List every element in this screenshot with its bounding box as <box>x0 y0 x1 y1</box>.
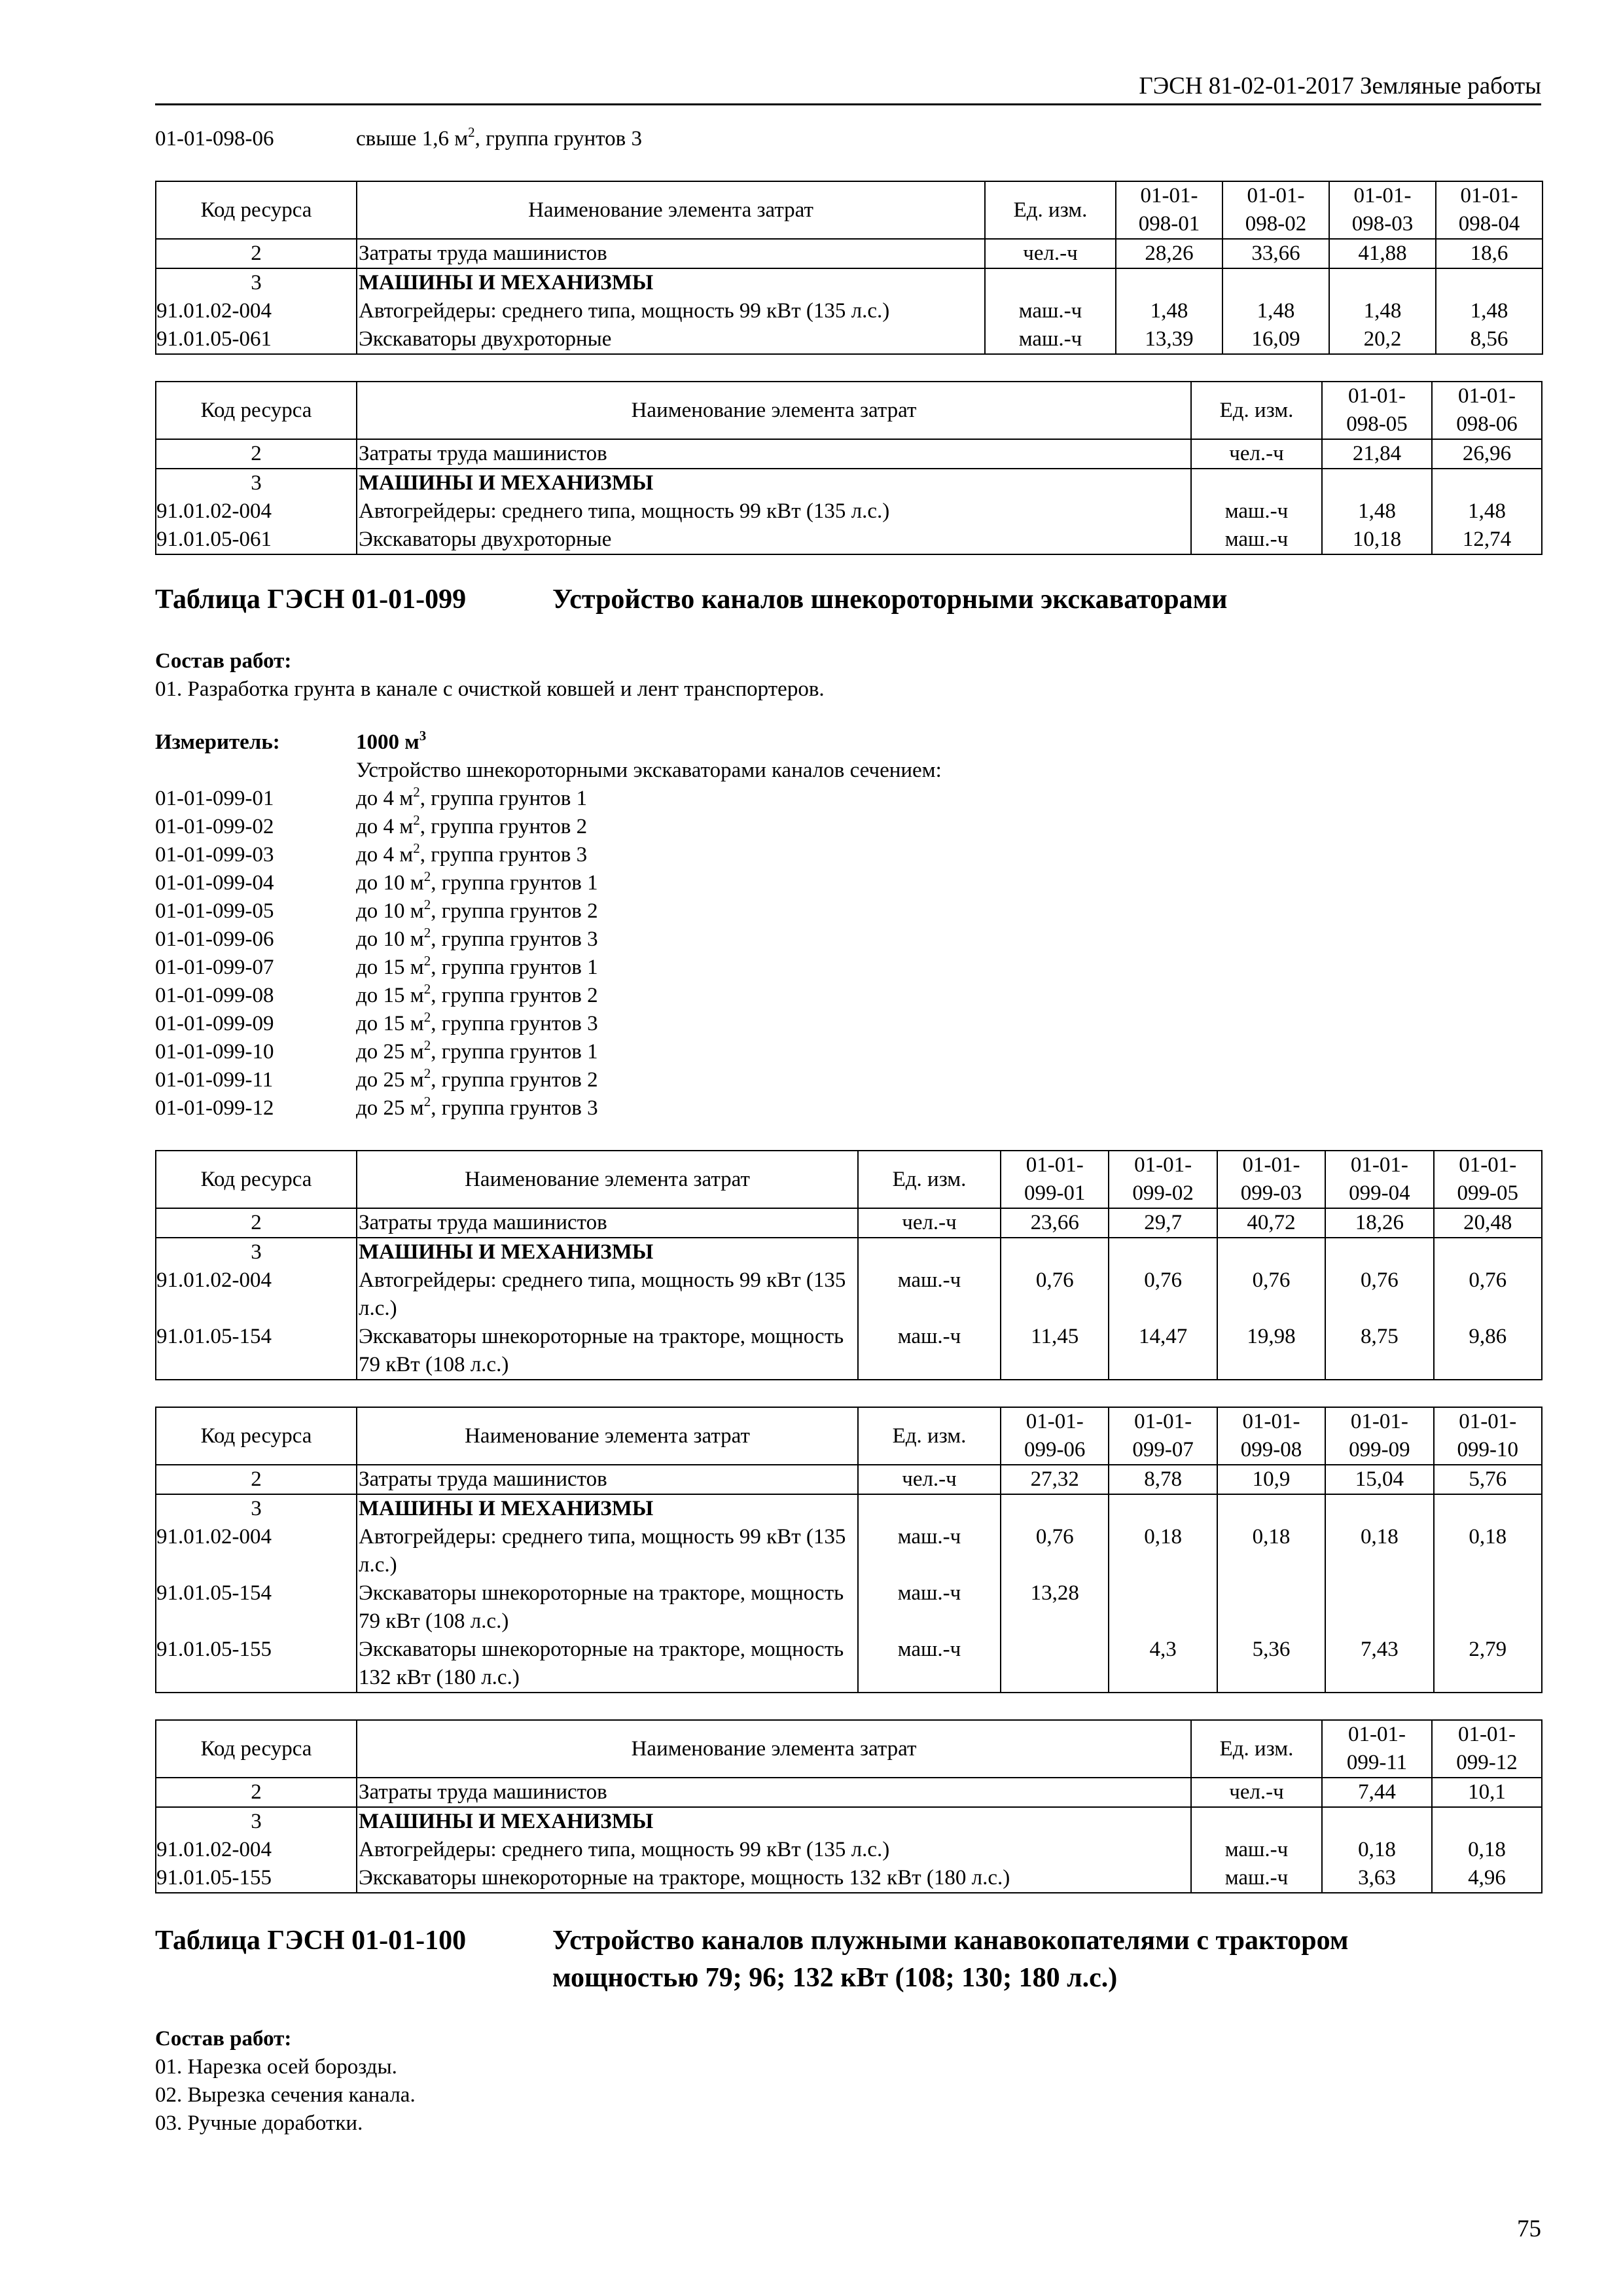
section-title-099 <box>155 581 1541 619</box>
table-row <box>156 1208 1542 1238</box>
cell-value <box>1432 469 1542 497</box>
variant-code: 01-01-099-07 <box>155 956 274 980</box>
resource-table <box>155 1407 1543 1693</box>
variants-intro: Устройство шнекороторными экскаваторами каналов сечением: <box>356 759 942 783</box>
cell-value: 10,18 <box>1322 526 1432 554</box>
cell-unit: чел.-ч <box>858 1465 1001 1494</box>
table-row <box>156 439 1542 469</box>
cell-value: 27,32 <box>1001 1465 1109 1494</box>
variant-code: 01-01-099-04 <box>155 871 274 895</box>
cell-value <box>1217 1238 1325 1266</box>
works-item: 01. Нарезка осей борозды. <box>155 2055 397 2079</box>
cell-value <box>1001 1636 1109 1693</box>
cell-value <box>1329 268 1436 297</box>
cell-unit: маш.-ч <box>985 325 1116 354</box>
cell-value: 40,72 <box>1217 1208 1325 1238</box>
cell-value: 0,18 <box>1217 1523 1325 1579</box>
cell-value: 8,56 <box>1436 325 1543 354</box>
variant-item <box>155 869 1541 897</box>
col-header-variant: 01-01- 098-06 <box>1432 382 1542 439</box>
col-header-unit: Ед. изм. <box>1191 382 1322 439</box>
col-header-name: Наименование элемента затрат <box>357 181 985 239</box>
cell-value: 1,48 <box>1436 297 1543 325</box>
cell-unit: чел.-ч <box>1191 439 1322 469</box>
resource-table <box>155 181 1543 355</box>
cell-code: 2 <box>156 1778 357 1807</box>
col-header-variant: 01-01- 099-07 <box>1109 1407 1217 1465</box>
cell-unit: чел.-ч <box>858 1208 1001 1238</box>
cell-value: 1,48 <box>1322 497 1432 526</box>
cell-unit: маш.-ч <box>858 1579 1001 1636</box>
table-row <box>156 1465 1542 1494</box>
cell-unit <box>985 268 1116 297</box>
cell-name: Автогрейдеры: среднего типа, мощность 99 кВт (135 л.с.) <box>357 297 985 325</box>
variant-item <box>155 1094 1541 1122</box>
cell-value: 14,47 <box>1109 1323 1217 1380</box>
resource-table-099-a <box>155 1150 1541 1380</box>
measure-value: 1000 $м^3$ <box>356 728 427 755</box>
col-header-variant: 01-01- 098-03 <box>1329 181 1436 239</box>
cell-value <box>1109 1579 1217 1636</box>
cell-value: 0,76 <box>1109 1266 1217 1323</box>
cell-name: Автогрейдеры: среднего типа, мощность 99 кВт (135 л.с.) <box>357 1523 858 1579</box>
cell-value: 4,96 <box>1432 1864 1542 1893</box>
cell-name: МАШИНЫ И МЕХАНИЗМЫ <box>357 1494 858 1523</box>
table-row <box>156 1636 1542 1693</box>
cell-value: 8,75 <box>1325 1323 1433 1380</box>
cell-value: 0,76 <box>1325 1266 1433 1323</box>
cell-code: 3 <box>156 1238 357 1266</box>
cell-code: 3 <box>156 469 357 497</box>
table-row <box>156 526 1542 554</box>
cell-value: 0,18 <box>1325 1523 1433 1579</box>
cell-code: 2 <box>156 239 357 268</box>
cell-name: Затраты труда машинистов <box>357 1465 858 1494</box>
cell-value <box>1325 1494 1433 1523</box>
cell-code: 3 <box>156 268 357 297</box>
col-header-code: Код ресурса <box>156 382 357 439</box>
variant-text: до 10 $м^2$, группа грунтов 2 <box>356 897 598 924</box>
col-header-code: Код ресурса <box>156 1720 357 1778</box>
cell-value: 7,44 <box>1322 1778 1432 1807</box>
cell-name: МАШИНЫ И МЕХАНИЗМЫ <box>357 1807 1191 1836</box>
table-row <box>156 497 1542 526</box>
variant-text: до 10 $м^2$, группа грунтов 3 <box>356 925 598 952</box>
works-item: 01. Разработка грунта в канале с очисткой ковшей и лент транспортеров. <box>155 677 825 702</box>
cell-name: Затраты труда машинистов <box>357 439 1191 469</box>
variant-item <box>155 1010 1541 1038</box>
variant-code: 01-01-099-01 <box>155 787 274 811</box>
cell-name: Экскаваторы шнекороторные на тракторе, мощность 132 кВт (180 л.с.) <box>357 1864 1191 1893</box>
cell-name: Экскаваторы шнекороторные на тракторе, мощность 79 кВт (108 л.с.) <box>357 1323 858 1380</box>
table-row <box>156 1323 1542 1380</box>
top-variant <box>155 125 1541 153</box>
cell-name: Автогрейдеры: среднего типа, мощность 99 кВт (135 л.с.) <box>357 497 1191 526</box>
cell-value: 5,76 <box>1434 1465 1542 1494</box>
cell-value <box>1109 1494 1217 1523</box>
cell-value <box>1217 1494 1325 1523</box>
measure-block-099 <box>155 728 1541 1122</box>
cell-value: 2,79 <box>1434 1636 1542 1693</box>
col-header-variant: 01-01- 099-08 <box>1217 1407 1325 1465</box>
table-row <box>156 1523 1542 1579</box>
table-row <box>156 1494 1542 1523</box>
cell-code: 91.01.05-061 <box>156 526 357 554</box>
cell-value: 0,76 <box>1434 1266 1542 1323</box>
cell-value: 10,9 <box>1217 1465 1325 1494</box>
resource-table <box>155 1719 1543 1893</box>
cell-value: 1,48 <box>1432 497 1542 526</box>
cell-name: Затраты труда машинистов <box>357 1208 858 1238</box>
table-header-row <box>156 1407 1542 1465</box>
cell-code: 3 <box>156 1494 357 1523</box>
page <box>155 72 1541 2138</box>
cell-value <box>1001 1238 1109 1266</box>
cell-value: 15,04 <box>1325 1465 1433 1494</box>
cell-code: 91.01.02-004 <box>156 297 357 325</box>
variant-item <box>155 1038 1541 1066</box>
section-code: Таблица ГЭСН 01-01-100 <box>155 1926 467 1956</box>
cell-value: 29,7 <box>1109 1208 1217 1238</box>
cell-value: 0,76 <box>1001 1523 1109 1579</box>
variant-item <box>155 897 1541 925</box>
cell-value <box>1325 1579 1433 1636</box>
variant-item <box>155 925 1541 954</box>
cell-value <box>1434 1238 1542 1266</box>
table-header-row <box>156 181 1543 239</box>
cell-code: 91.01.05-061 <box>156 325 357 354</box>
cell-value: 10,1 <box>1432 1778 1542 1807</box>
variant-text: свыше 1,6 $м^2$, группа грунтов 3 <box>356 124 642 151</box>
section-heading: Устройство каналов шнекороторными экскаваторами <box>552 584 1228 615</box>
table-row <box>156 1238 1542 1266</box>
table-row <box>156 1778 1542 1807</box>
cell-code: 91.01.05-155 <box>156 1864 357 1893</box>
works-label: Состав работ: <box>155 2027 292 2051</box>
variant-list <box>155 785 1541 1122</box>
cell-name: Затраты труда машинистов <box>357 1778 1191 1807</box>
col-header-variant: 01-01- 098-02 <box>1222 181 1329 239</box>
variant-code: 01-01-099-06 <box>155 927 274 952</box>
cell-value: 1,48 <box>1222 297 1329 325</box>
variant-text: до 10 $м^2$, группа грунтов 1 <box>356 869 598 895</box>
col-header-variant: 01-01- 099-02 <box>1109 1151 1217 1208</box>
variant-item <box>155 785 1541 813</box>
cell-value: 20,48 <box>1434 1208 1542 1238</box>
cell-value: 9,86 <box>1434 1323 1542 1380</box>
cell-value: 0,76 <box>1217 1266 1325 1323</box>
cell-unit: маш.-ч <box>1191 1864 1322 1893</box>
cell-unit: маш.-ч <box>1191 497 1322 526</box>
cell-unit <box>858 1238 1001 1266</box>
cell-name: МАШИНЫ И МЕХАНИЗМЫ <box>357 1238 858 1266</box>
cell-name: Автогрейдеры: среднего типа, мощность 99 кВт (135 л.с.) <box>357 1836 1191 1864</box>
resource-table <box>155 381 1543 555</box>
cell-code: 3 <box>156 1807 357 1836</box>
cell-value <box>1222 268 1329 297</box>
cell-code: 2 <box>156 439 357 469</box>
table-row <box>156 239 1543 268</box>
cell-value: 5,36 <box>1217 1636 1325 1693</box>
cell-value <box>1325 1238 1433 1266</box>
col-header-unit: Ед. изм. <box>985 181 1116 239</box>
cell-value: 13,39 <box>1116 325 1222 354</box>
works-block-100 <box>155 2025 1541 2138</box>
cell-unit: маш.-ч <box>1191 1836 1322 1864</box>
measure-label: Измеритель: <box>155 730 280 755</box>
cell-code: 91.01.02-004 <box>156 1836 357 1864</box>
cell-code: 91.01.02-004 <box>156 1523 357 1579</box>
variant-text: до 4 $м^2$, группа грунтов 1 <box>356 784 588 811</box>
cell-name: МАШИНЫ И МЕХАНИЗМЫ <box>357 268 985 297</box>
table-header-row <box>156 1151 1542 1208</box>
cell-value: 28,26 <box>1116 239 1222 268</box>
cell-value: 20,2 <box>1329 325 1436 354</box>
cell-value: 3,63 <box>1322 1864 1432 1893</box>
col-header-code: Код ресурса <box>156 1407 357 1465</box>
cell-value: 0,18 <box>1432 1836 1542 1864</box>
section-code: Таблица ГЭСН 01-01-099 <box>155 584 467 615</box>
table-row <box>156 1266 1542 1323</box>
variant-item <box>155 841 1541 869</box>
col-header-variant: 01-01- 098-05 <box>1322 382 1432 439</box>
cell-name: Затраты труда машинистов <box>357 239 985 268</box>
cell-value <box>1322 1807 1432 1836</box>
variant-text: до 4 $м^2$, группа грунтов 3 <box>356 840 588 867</box>
cell-name: Экскаваторы двухроторные <box>357 325 985 354</box>
variant-text: до 4 $м^2$, группа грунтов 2 <box>356 812 588 839</box>
table-row <box>156 297 1543 325</box>
resource-table-099-b <box>155 1407 1541 1693</box>
cell-code: 91.01.05-155 <box>156 1636 357 1693</box>
resource-table-098-b <box>155 381 1541 555</box>
cell-unit: чел.-ч <box>985 239 1116 268</box>
variant-code: 01-01-099-03 <box>155 843 274 867</box>
cell-name: Экскаваторы шнекороторные на тракторе, мощность 79 кВт (108 л.с.) <box>357 1579 858 1636</box>
cell-code: 91.01.05-154 <box>156 1579 357 1636</box>
cell-unit: маш.-ч <box>858 1323 1001 1380</box>
col-header-variant: 01-01- 099-03 <box>1217 1151 1325 1208</box>
variant-text: до 25 $м^2$, группа грунтов 1 <box>356 1037 598 1064</box>
cell-value <box>1434 1579 1542 1636</box>
cell-name: МАШИНЫ И МЕХАНИЗМЫ <box>357 469 1191 497</box>
cell-name: Автогрейдеры: среднего типа, мощность 99 кВт (135 л.с.) <box>357 1266 858 1323</box>
cell-value: 7,43 <box>1325 1636 1433 1693</box>
col-header-unit: Ед. изм. <box>1191 1720 1322 1778</box>
col-header-variant: 01-01- 098-04 <box>1436 181 1543 239</box>
variant-item <box>155 982 1541 1010</box>
cell-value: 21,84 <box>1322 439 1432 469</box>
cell-value <box>1116 268 1222 297</box>
variant-item <box>155 954 1541 982</box>
table-header-row <box>156 382 1542 439</box>
cell-value <box>1434 1494 1542 1523</box>
cell-value: 1,48 <box>1329 297 1436 325</box>
cell-value <box>1436 268 1543 297</box>
variant-item <box>155 1066 1541 1094</box>
cell-value <box>1322 469 1432 497</box>
cell-value: 0,76 <box>1001 1266 1109 1323</box>
cell-value: 1,48 <box>1116 297 1222 325</box>
cell-value: 33,66 <box>1222 239 1329 268</box>
col-header-name: Наименование элемента затрат <box>357 1151 858 1208</box>
table-header-row <box>156 1720 1542 1778</box>
cell-value <box>1001 1494 1109 1523</box>
variant-code: 01-01-099-11 <box>155 1068 274 1092</box>
col-header-unit: Ед. изм. <box>858 1151 1001 1208</box>
cell-value: 18,6 <box>1436 239 1543 268</box>
measure-line <box>155 728 1541 757</box>
cell-unit: маш.-ч <box>858 1523 1001 1579</box>
cell-value <box>1432 1807 1542 1836</box>
works-item: 03. Ручные доработки. <box>155 2111 363 2136</box>
cell-value <box>1217 1579 1325 1636</box>
cell-code: 2 <box>156 1208 357 1238</box>
cell-unit: маш.-ч <box>1191 526 1322 554</box>
variant-code: 01-01-099-10 <box>155 1040 274 1064</box>
variant-code: 01-01-098-06 <box>155 127 274 151</box>
col-header-code: Код ресурса <box>156 181 357 239</box>
cell-value: 11,45 <box>1001 1323 1109 1380</box>
col-header-variant: 01-01- 099-11 <box>1322 1720 1432 1778</box>
cell-code: 91.01.05-154 <box>156 1323 357 1380</box>
cell-code: 2 <box>156 1465 357 1494</box>
resource-table-099-c <box>155 1719 1541 1893</box>
col-header-code: Код ресурса <box>156 1151 357 1208</box>
table-row <box>156 1864 1542 1893</box>
cell-unit: маш.-ч <box>858 1636 1001 1693</box>
cell-value: 8,78 <box>1109 1465 1217 1494</box>
cell-value: 0,18 <box>1322 1836 1432 1864</box>
cell-value: 26,96 <box>1432 439 1542 469</box>
section-title-100 <box>155 1922 1541 1996</box>
works-item: 02. Вырезка сечения канала. <box>155 2083 416 2108</box>
variant-code: 01-01-099-12 <box>155 1096 274 1121</box>
table-row <box>156 1807 1542 1836</box>
cell-value: 0,18 <box>1109 1523 1217 1579</box>
col-header-variant: 01-01- 099-09 <box>1325 1407 1433 1465</box>
cell-unit <box>858 1494 1001 1523</box>
variant-text: до 15 $м^2$, группа грунтов 1 <box>356 953 598 980</box>
variant-code: 01-01-099-05 <box>155 899 274 924</box>
col-header-variant: 01-01- 099-10 <box>1434 1407 1542 1465</box>
cell-unit <box>1191 469 1322 497</box>
running-header: ГЭСН 81-02-01-2017 Земляные работы <box>155 72 1541 105</box>
resource-table-098-a <box>155 181 1541 355</box>
col-header-variant: 01-01- 099-05 <box>1434 1151 1542 1208</box>
page-number: 75 <box>1517 2215 1541 2242</box>
col-header-name: Наименование элемента затрат <box>357 1407 858 1465</box>
col-header-name: Наименование элемента затрат <box>357 382 1191 439</box>
cell-value: 18,26 <box>1325 1208 1433 1238</box>
variant-text: до 25 $м^2$, группа грунтов 2 <box>356 1066 598 1092</box>
variant-code: 01-01-099-08 <box>155 984 274 1008</box>
cell-value: 41,88 <box>1329 239 1436 268</box>
cell-name: Экскаваторы шнекороторные на тракторе, мощность 132 кВт (180 л.с.) <box>357 1636 858 1693</box>
col-header-name: Наименование элемента затрат <box>357 1720 1191 1778</box>
col-header-unit: Ед. изм. <box>858 1407 1001 1465</box>
col-header-variant: 01-01- 099-12 <box>1432 1720 1542 1778</box>
col-header-variant: 01-01- 098-01 <box>1116 181 1222 239</box>
cell-code: 91.01.02-004 <box>156 497 357 526</box>
variant-item <box>155 813 1541 841</box>
works-label: Состав работ: <box>155 649 292 673</box>
variant-code: 01-01-099-02 <box>155 815 274 839</box>
cell-value: 19,98 <box>1217 1323 1325 1380</box>
cell-value: 13,28 <box>1001 1579 1109 1636</box>
cell-value: 0,18 <box>1434 1523 1542 1579</box>
col-header-variant: 01-01- 099-06 <box>1001 1407 1109 1465</box>
table-row <box>156 469 1542 497</box>
section-heading: Устройство каналов плужными канавокопателями с трактором мощностью 79; 96; 132 кВт (108; 130; 180 л.с.) <box>552 1926 1349 1993</box>
cell-value: 23,66 <box>1001 1208 1109 1238</box>
cell-value: 4,3 <box>1109 1636 1217 1693</box>
col-header-variant: 01-01- 099-04 <box>1325 1151 1433 1208</box>
resource-table <box>155 1150 1543 1380</box>
cell-value: 12,74 <box>1432 526 1542 554</box>
works-block-099 <box>155 647 1541 704</box>
table-row <box>156 325 1543 354</box>
variant-text: до 15 $м^2$, группа грунтов 3 <box>356 1009 598 1036</box>
table-row <box>156 1579 1542 1636</box>
table-row <box>156 268 1543 297</box>
cell-code: 91.01.02-004 <box>156 1266 357 1323</box>
table-row <box>156 1836 1542 1864</box>
variant-code: 01-01-099-09 <box>155 1012 274 1036</box>
variant-text: до 25 $м^2$, группа грунтов 3 <box>356 1094 598 1121</box>
cell-value <box>1109 1238 1217 1266</box>
cell-unit: маш.-ч <box>985 297 1116 325</box>
col-header-variant: 01-01- 099-01 <box>1001 1151 1109 1208</box>
variant-text: до 15 $м^2$, группа грунтов 2 <box>356 981 598 1008</box>
cell-unit: маш.-ч <box>858 1266 1001 1323</box>
cell-unit <box>1191 1807 1322 1836</box>
cell-value: 16,09 <box>1222 325 1329 354</box>
cell-unit: чел.-ч <box>1191 1778 1322 1807</box>
cell-name: Экскаваторы двухроторные <box>357 526 1191 554</box>
